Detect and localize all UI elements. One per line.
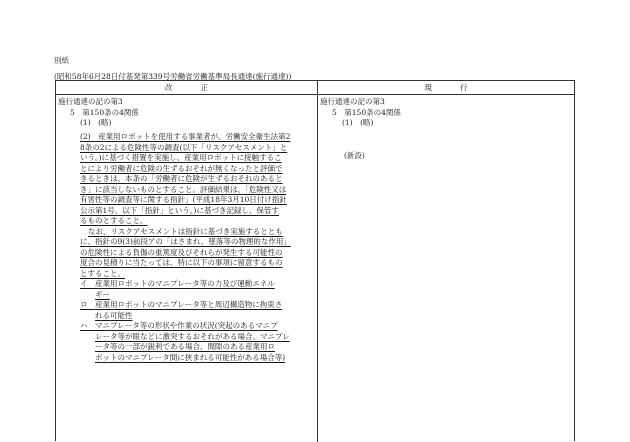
section-heading: 施行通達の記の第3 <box>58 97 123 106</box>
amendment-line: 公示第1号。以下「指針」という。)に基づき記録し、保管す <box>80 205 279 215</box>
amendment-line: ロ 産業用ロボットのマニプレータ等と周辺構造物に拘束さ <box>80 300 283 309</box>
amendment-line: の危険性による負傷の重篤度及びそれらが発生する可能性の <box>80 247 283 257</box>
header-current: 現行 <box>424 83 496 92</box>
amendment-line: ータ等の一部が鋭利である場合、間隙のある産業用ロ <box>95 342 275 351</box>
amendment-line: 有害性等の調査等に関する指針」(平成18年3月10日付け指針 <box>80 195 287 204</box>
amendment-line: 度合の見積りに当たっては、特に以下の事項に留意するもの <box>80 258 283 267</box>
amendment-text <box>80 132 312 363</box>
attachment-label: 別紙 <box>54 56 69 65</box>
amendment-line: イ 産業用ロボットのマニプレータ等の力及び運動エネル <box>80 279 275 288</box>
amendment-line: ギー <box>95 289 110 299</box>
table-header <box>56 81 574 95</box>
item-1-omitted: (1) (略) <box>80 118 112 127</box>
article-heading: 5 第150条の4関係 <box>332 107 401 117</box>
amendment-line: きるときは、本条の「労働者に危険が生ずるおそれのあると <box>80 174 283 183</box>
amendment-line: とにより労働者に危険の生ずるおそれが無くなったと評価で <box>80 163 283 173</box>
amendment-line: き」に該当しないものとすること。評価結果は、「危険性又は <box>80 184 287 194</box>
new-provision-note: (新設) <box>344 151 365 160</box>
current-column <box>320 97 570 160</box>
column-divider <box>317 95 318 442</box>
amendment-line: とすること。 <box>80 268 125 278</box>
header-revised: 改正 <box>56 81 318 94</box>
amendment-line: 8条の2による危険性等の調査(以下「リスクアセスメント」と <box>80 142 288 152</box>
amendment-line: ハ マニプレータ等の形状や作業の状況(突起のあるマニプ <box>80 321 278 330</box>
amendment-line: るものとすること。 <box>80 216 148 225</box>
amendment-line: レータ等が眼などに激突するおそれがある場合、マニプレ <box>95 331 290 341</box>
revised-column <box>58 97 316 129</box>
amendment-line: ボットのマニプレータ間に挟まれる可能性がある場合等) <box>95 352 286 362</box>
amendment-line: いう。)に基づく措置を実施し、産業用ロボットに接触するこ <box>80 153 282 162</box>
origin-note: (昭和58年6月28日付基発第339号労働省労働基準局長通達(施行通達)) <box>54 72 292 81</box>
article-heading: 5 第150条の4関係 <box>70 107 139 117</box>
amendment-line: に、指針の9(3)前段アの「はさまれ、墜落等の物理的な作用」 <box>80 237 291 246</box>
amendment-line: れる可能性 <box>95 310 133 320</box>
amendment-line: なお、リスクアセスメントは指針に基づき実施するととも <box>88 226 283 236</box>
amendment-line: (2) 産業用ロボットを使用する事業者が、労働安全衛生法第2 <box>80 132 291 141</box>
comparison-table <box>55 80 575 441</box>
section-heading: 施行通達の記の第3 <box>320 97 385 106</box>
item-1-omitted: (1) (略) <box>342 118 374 127</box>
